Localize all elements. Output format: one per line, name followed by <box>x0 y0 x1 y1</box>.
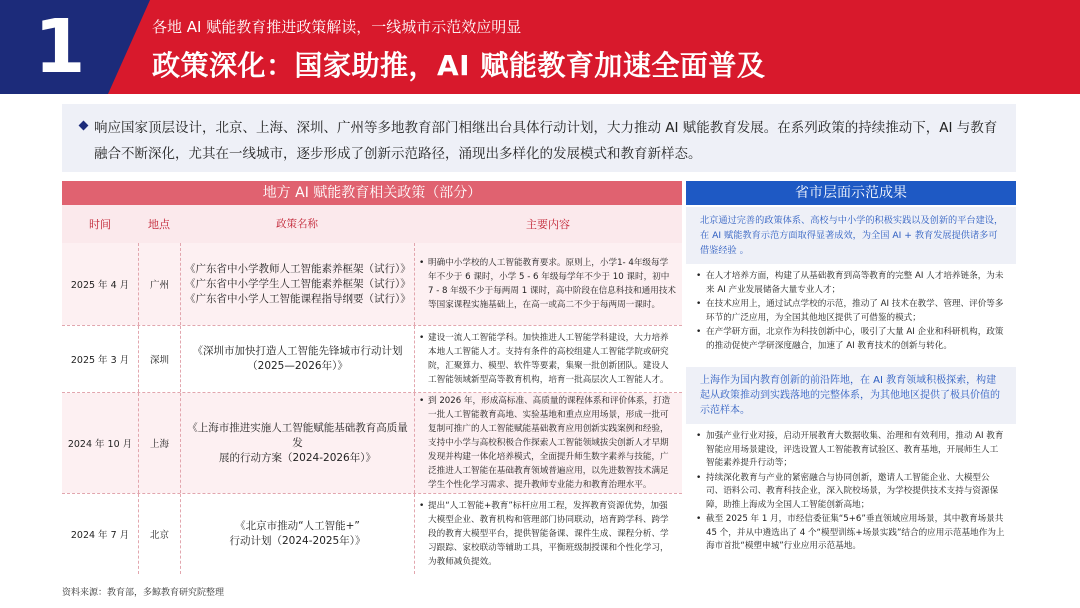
table-row <box>62 243 682 325</box>
column-header-time: 时间 <box>89 218 111 231</box>
beijing-card <box>686 207 1016 354</box>
shanghai-items <box>686 424 1016 554</box>
row-content <box>414 243 682 325</box>
policy-name-line: 《广东省中小学学生人工智能素养框架（试行）》 <box>185 277 411 290</box>
list-item-text: 截至 2025 年 1 月，市经信委征集“5+6”垂直领域应用场景，其中教育场景共 45 个，并从中遴选出了 4 个“模型训练+场景实践”结合的应用示范基地作为上海市首批“模塑申城”行业应用示范基地。 <box>706 514 1005 551</box>
list-item-text: 在产学研方面，北京作为科技创新中心，吸引了大量 AI 企业和科研机构，政策的推动促使产学研深度融合，加速了 AI 教育技术的创新与转化。 <box>706 327 1004 351</box>
row-time: 2025 年 3 月 <box>70 355 130 366</box>
row-policy-name <box>180 243 414 325</box>
provincial-panel-title: 省市层面示范成果 <box>686 181 1016 205</box>
policy-name-line: 展的行动方案（2024-2026年）》 <box>219 451 376 464</box>
column-header-name: 政策名称 <box>276 217 318 230</box>
policy-name-line: 《北京市推动“人工智能+” <box>235 520 360 532</box>
bullet-dot-icon: • <box>419 333 425 343</box>
row-time: 2024 年 10 月 <box>67 439 133 450</box>
list-item <box>696 298 1006 325</box>
row-place: 广州 <box>138 243 180 325</box>
list-item-text: 持续深化教育与产业的紧密融合与协同创新，邀请人工智能企业、大模型公司、语料公司、教育科技企业，深入院校场景，为学校提供技术支持与资源保障，助推上海成为全国人工智能创新高地； <box>706 472 999 510</box>
policy-table-header-row <box>62 205 682 243</box>
row-policy-name <box>180 326 414 392</box>
source-note: 资料来源：教育部，多鲸教育研究院整理 <box>62 588 225 598</box>
policy-table-title: 地方 AI 赋能教育相关政策（部分） <box>62 181 682 205</box>
row-content <box>414 326 682 392</box>
bullet-dot-icon: • <box>696 472 702 483</box>
row-content-text: 到 2026 年，形成高标准、高质量的课程体系和评价体系，打造一批人工智能教育高地、实验基地和重点应用场景，形成一批可复制可推广的人工智能赋能基础教育应用创新实践案例和经验，支持中小学与高校积极合作探索人工智能领域拔尖创新人才早期发现并构建一体化培养模式，全面提升师生数字素养与技能，广泛推进人工智能在基础教育领域普遍应用，以先进数智技术满足学生个性化学习需求、提升教师专业能力和教育治理水平。 <box>428 396 671 490</box>
list-item <box>696 513 1006 554</box>
policy-table <box>62 181 682 574</box>
section-number: 1 <box>34 4 86 90</box>
list-item <box>696 472 1006 513</box>
row-content-text: 建设一流人工智能学科。加快推进人工智能学科建设，大力培养本地人工智能人才。支持有条件的高校组建人工智能学院或研究院，汇聚算力、模型、软件等要素，集聚一批创新团队。建设人工智能领域新型高等教育机构，培育一批高层次人工智能人才。 <box>428 333 669 385</box>
table-row <box>62 393 682 493</box>
bullet-dot-icon: • <box>696 514 702 524</box>
row-content <box>414 393 682 493</box>
row-time: 2024 年 7 月 <box>70 530 130 541</box>
bullet-dot-icon: • <box>419 396 425 406</box>
shanghai-lead: 上海作为国内教育创新的前沿阵地，在 AI 教育领域积极探索，构建起从政策推动到实践落地的完整体系，为其他地区提供了极具价值的示范样本。 <box>686 367 1016 424</box>
list-item <box>696 270 1006 297</box>
beijing-lead: 北京通过完善的政策体系、高校与中小学的积极实践以及创新的平台建设，在 AI 赋能教育示范方面取得显著成效，为全国 AI + 教育发展提供诸多可借鉴经验 。 <box>686 207 1016 264</box>
column-header-place: 地点 <box>148 218 170 231</box>
row-time: 2025 年 4 月 <box>70 280 130 291</box>
list-item <box>696 326 1006 353</box>
row-place: 深圳 <box>138 326 180 392</box>
row-content-text: 提出“人工智能+教育”标杆应用工程，发挥教育资源优势，加强大模型企业、教育机构和管理部门协同联动，培育跨学科、跨学段的教育大模型平台，提供智能备课、课件生成、课程分析、学习跟踪、家校联动等辅助工具，平衡班级制授课和个性化学习，为教师减负提效。 <box>428 501 669 567</box>
intro-box <box>62 104 1016 172</box>
intro-text: 响应国家顶层设计，北京、上海、深圳、广州等多地教育部门相继出台具体行动计划，大力推动 AI 赋能教育发展。在系列政策的持续推动下，AI 与教育融合不断深化，尤其在一线城市，逐步形成了创新示范路径，涌现出多样化的发展模式和教育新样态。 <box>94 120 998 162</box>
table-row <box>62 494 682 574</box>
column-header-content: 主要内容 <box>526 218 570 231</box>
page-header <box>0 0 1080 94</box>
row-content <box>414 494 682 574</box>
row-policy-name <box>180 393 414 493</box>
list-item-text: 在人才培养方面，构建了从基础教育到高等教育的完整 AI 人才培养链条，为未来 AI 产业发展储备大量专业人才； <box>706 271 1004 295</box>
policy-name-line: 行动计划（2024-2025年）》 <box>229 535 366 547</box>
bullet-dot-icon: • <box>419 258 425 268</box>
policy-name-line: （2025—2026年）》 <box>247 360 348 372</box>
list-item-text: 加强产业行业对接，启动开展教育大数据收集、治理和有效利用，推动 AI 教育智能应用场景建设，评选设置人工智能教育试验区、教育基地，开展师生人工智能素养提升行动等； <box>706 431 1004 468</box>
row-content-text: 明确中小学校的人工智能教育要求。原则上，小学1- 4年级每学年不少于 6 课时，小学 5 - 6 年级每学年不少于 10 课时，初中 7 - 8 年级不少于每两周 1 课时，高中阶段在信息科技和通用技术等国家课程实施基础上，在高一或高二不少于每两周一课时。 <box>428 258 677 310</box>
policy-name-line: 《广东省中小学教师人工智能素养框架（试行）》 <box>185 262 411 275</box>
row-policy-name <box>180 494 414 574</box>
row-place: 上海 <box>138 393 180 493</box>
policy-name-line: 《上海市推进实施人工智能赋能基础教育高质量发 <box>187 421 408 449</box>
policy-name-line: 《广东省中小学人工智能课程指导纲要（试行）》 <box>185 292 411 305</box>
table-row <box>62 326 682 392</box>
page-subtitle: 各地 AI 赋能教育推进政策解读，一线城市示范效应明显 <box>152 18 522 36</box>
bullet-dot-icon: • <box>696 327 702 337</box>
page-title: 政策深化：国家助推，AI 赋能教育加速全面普及 <box>152 49 766 82</box>
policy-name-line: 《深圳市加快打造人工智能先锋城市行动计划 <box>192 345 403 357</box>
provincial-panel <box>686 181 1016 551</box>
list-item <box>696 430 1006 471</box>
bullet-dot-icon: • <box>696 299 702 309</box>
row-place: 北京 <box>138 494 180 574</box>
bullet-dot-icon: • <box>419 501 425 511</box>
beijing-items <box>686 264 1016 353</box>
bullet-dot-icon: • <box>696 431 702 441</box>
bullet-dot-icon: • <box>696 271 702 281</box>
shanghai-card <box>686 367 1016 555</box>
list-item-text: 在技术应用上，通过试点学校的示范，推动了 AI 技术在教学、管理、评价等多环节的广泛应用，为全国其他地区提供了可借鉴的模式； <box>706 299 1004 323</box>
